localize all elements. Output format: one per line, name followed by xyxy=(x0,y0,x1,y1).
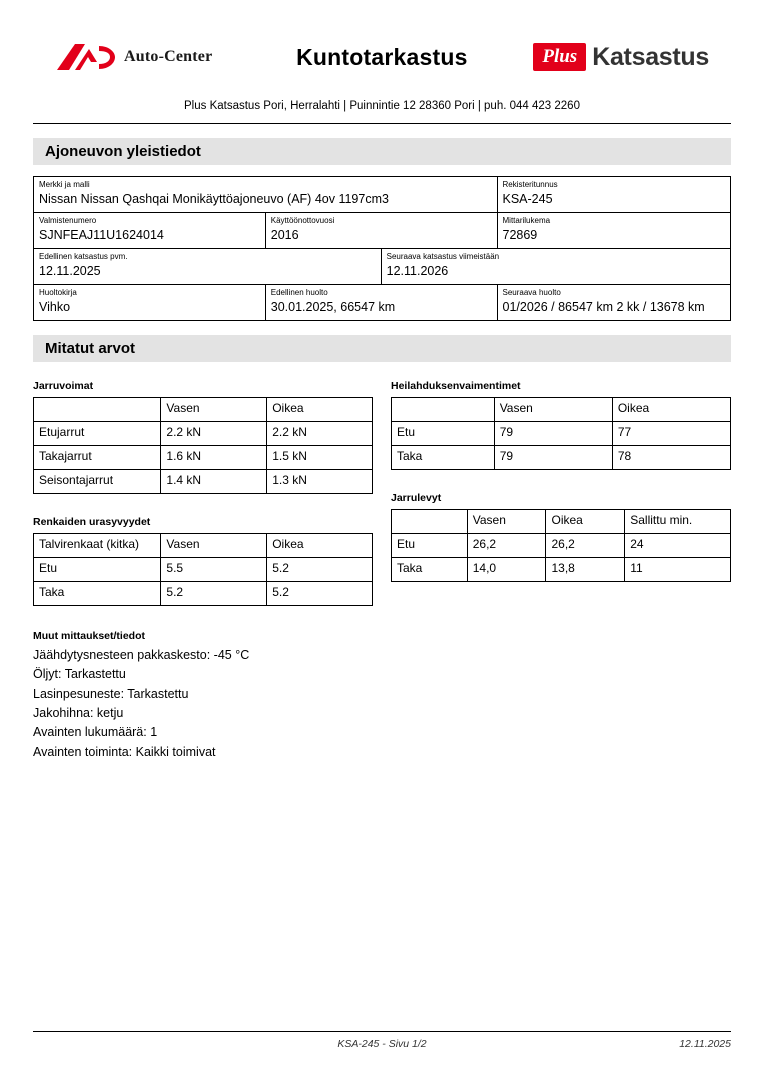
value-make-model: Nissan Nissan Qashqai Monikäyttöajoneuvo (AF) 4ov 1197cm3 xyxy=(39,192,389,206)
brake-forces-r2-c0: Seisontajarrut xyxy=(34,469,161,493)
table-row xyxy=(392,557,731,581)
value-prev-service: 30.01.2025, 66547 km xyxy=(270,299,396,314)
brake-forces-block xyxy=(33,380,373,606)
dampers-r0-c1: 79 xyxy=(494,421,612,445)
brake-forces-col-1: Vasen xyxy=(161,397,267,421)
table-row xyxy=(34,284,731,320)
tyre-grooves-r0-c1: 5.5 xyxy=(161,557,267,581)
brake-discs-r1-c1: 14,0 xyxy=(467,557,546,581)
label-first-use: Käyttöönottovuosi xyxy=(270,215,335,225)
brake-forces-table xyxy=(33,397,373,494)
tyre-grooves-col-0: Talvirenkaat (kitka) xyxy=(34,533,161,557)
cell-make-model xyxy=(34,177,498,213)
label-prev-service: Edellinen huolto xyxy=(270,287,328,297)
header-divider xyxy=(33,123,731,124)
cell-prev-inspection xyxy=(34,248,382,284)
brake-discs-r1-c0: Taka xyxy=(392,557,468,581)
table-row xyxy=(34,581,373,605)
label-prev-inspection: Edellinen katsastus pvm. xyxy=(39,251,128,261)
footer-divider xyxy=(33,1031,731,1032)
table-header-row xyxy=(34,397,373,421)
dampers-table xyxy=(391,397,731,470)
auto-center-wordmark: Auto-Center xyxy=(124,48,213,65)
cell-first-use xyxy=(265,212,497,248)
other-info-block xyxy=(33,628,731,763)
value-first-use: 2016 xyxy=(270,227,299,242)
label-odometer: Mittarilukema xyxy=(502,215,551,225)
label-servicebook: Huoltokirja xyxy=(39,287,77,297)
brake-forces-title: Jarruvoimat xyxy=(33,379,94,392)
footer-date: 12.11.2025 xyxy=(679,1038,731,1050)
dampers-r0-c2: 77 xyxy=(612,421,730,445)
other-info-line-1: Öljyt: Tarkastettu xyxy=(33,667,126,682)
value-odometer: 72869 xyxy=(502,227,538,242)
brake-discs-r0-c1: 26,2 xyxy=(467,533,546,557)
other-info-line-4: Avainten lukumäärä: 1 xyxy=(33,725,158,740)
value-next-service: 01/2026 / 86547 km 2 kk / 13678 km xyxy=(502,299,705,314)
section-header-measured: Mitatut arvot xyxy=(33,335,731,362)
measurements-row-1 xyxy=(33,380,731,606)
vehicle-info-table xyxy=(33,176,731,321)
tyre-grooves-r1-c1: 5.2 xyxy=(161,581,267,605)
tyre-grooves-r0-c0: Etu xyxy=(34,557,161,581)
cell-servicebook xyxy=(34,284,266,320)
footer-page-info: KSA-245 - Sivu 1/2 xyxy=(337,1038,427,1050)
brake-discs-title: Jarrulevyt xyxy=(391,491,442,504)
brake-forces-r0-c1: 2.2 kN xyxy=(161,421,267,445)
page-title: Kuntotarkastus xyxy=(296,43,468,70)
other-info-title: Muut mittaukset/tiedot xyxy=(33,629,145,642)
brake-forces-r2-c1: 1.4 kN xyxy=(161,469,267,493)
address-line: Plus Katsastus Pori, Herralahti | Puinnintie 12 28360 Pori | puh. 044 423 2260 xyxy=(184,100,580,112)
cell-next-service xyxy=(497,284,731,320)
value-next-inspection: 12.11.2026 xyxy=(386,263,449,278)
tyre-grooves-r1-c2: 5.2 xyxy=(267,581,373,605)
brake-forces-col-2: Oikea xyxy=(267,397,373,421)
other-info-line-5: Avainten toiminta: Kaikki toimivat xyxy=(33,744,216,759)
table-row xyxy=(34,445,373,469)
value-vin: SJNFEAJ11U1624014 xyxy=(39,227,164,242)
brake-discs-table xyxy=(391,509,731,582)
brake-discs-block xyxy=(391,492,731,582)
brake-forces-col-0 xyxy=(34,397,161,421)
tyre-grooves-col-1: Vasen xyxy=(161,533,267,557)
table-row xyxy=(34,177,731,213)
tyre-grooves-block xyxy=(33,516,373,606)
dampers-col-2: Oikea xyxy=(612,397,730,421)
ac-chevron-icon xyxy=(55,40,117,74)
value-prev-inspection: 12.11.2025 xyxy=(39,263,101,278)
dampers-r1-c2: 78 xyxy=(612,445,730,469)
tyre-grooves-r1-c0: Taka xyxy=(34,581,161,605)
dampers-r0-c0: Etu xyxy=(392,421,495,445)
dampers-title: Heilahduksenvaimentimet xyxy=(391,379,521,392)
plus-badge: Plus xyxy=(533,43,586,71)
tyre-grooves-table xyxy=(33,533,373,606)
table-row xyxy=(34,557,373,581)
tyre-grooves-col-2: Oikea xyxy=(267,533,373,557)
plus-katsastus-logo xyxy=(533,43,709,72)
brake-discs-r0-c3: 24 xyxy=(625,533,731,557)
dampers-r1-c1: 79 xyxy=(494,445,612,469)
dampers-r1-c0: Taka xyxy=(392,445,495,469)
table-row xyxy=(34,421,373,445)
brake-forces-r1-c1: 1.6 kN xyxy=(161,445,267,469)
brake-forces-r0-c2: 2.2 kN xyxy=(267,421,373,445)
table-header-row xyxy=(34,533,373,557)
dampers-col-1: Vasen xyxy=(494,397,612,421)
label-next-service: Seuraava huolto xyxy=(502,287,561,297)
brake-discs-col-3: Sallittu min. xyxy=(625,509,731,533)
other-info-line-3: Jakohihna: ketju xyxy=(33,705,124,720)
brake-discs-col-2: Oikea xyxy=(546,509,625,533)
table-header-row xyxy=(392,397,731,421)
dampers-col-0 xyxy=(392,397,495,421)
cell-odometer xyxy=(497,212,731,248)
table-row xyxy=(34,212,731,248)
cell-next-inspection xyxy=(381,248,730,284)
other-info-line-2: Lasinpesuneste: Tarkastettu xyxy=(33,686,189,701)
table-row xyxy=(392,445,731,469)
label-make-model: Merkki ja malli xyxy=(39,180,90,189)
dampers-block xyxy=(391,380,731,606)
table-row xyxy=(392,533,731,557)
label-registration: Rekisteritunnus xyxy=(502,180,558,189)
cell-prev-service xyxy=(265,284,497,320)
brake-discs-r0-c0: Etu xyxy=(392,533,468,557)
tyre-grooves-title: Renkaiden urasyvyydet xyxy=(33,515,151,528)
tyre-grooves-r0-c2: 5.2 xyxy=(267,557,373,581)
document-header xyxy=(33,26,731,88)
cell-vin xyxy=(34,212,266,248)
table-header-row xyxy=(392,509,731,533)
auto-center-logo xyxy=(55,40,212,74)
table-row xyxy=(392,421,731,445)
table-row xyxy=(34,248,731,284)
brake-forces-r2-c2: 1.3 kN xyxy=(267,469,373,493)
section-header-general: Ajoneuvon yleistiedot xyxy=(33,138,731,165)
brake-discs-r1-c2: 13,8 xyxy=(546,557,625,581)
value-servicebook: Vihko xyxy=(39,299,71,314)
other-info-line-0: Jäähdytysnesteen pakkaskesto: -45 °C xyxy=(33,647,250,662)
katsastus-wordmark: Katsastus xyxy=(592,42,709,71)
value-registration: KSA-245 xyxy=(502,192,553,206)
document-footer xyxy=(33,1038,731,1058)
table-row xyxy=(34,469,373,493)
brake-discs-col-1: Vasen xyxy=(467,509,546,533)
brake-forces-r1-c2: 1.5 kN xyxy=(267,445,373,469)
label-vin: Valmistenumero xyxy=(39,215,97,225)
brake-forces-r1-c0: Takajarrut xyxy=(34,445,161,469)
brake-discs-r1-c3: 11 xyxy=(625,557,731,581)
brake-discs-r0-c2: 26,2 xyxy=(546,533,625,557)
brake-discs-col-0 xyxy=(392,509,468,533)
label-next-inspection: Seuraava katsastus viimeistään xyxy=(386,251,500,261)
brake-forces-r0-c0: Etujarrut xyxy=(34,421,161,445)
cell-registration xyxy=(497,177,731,213)
